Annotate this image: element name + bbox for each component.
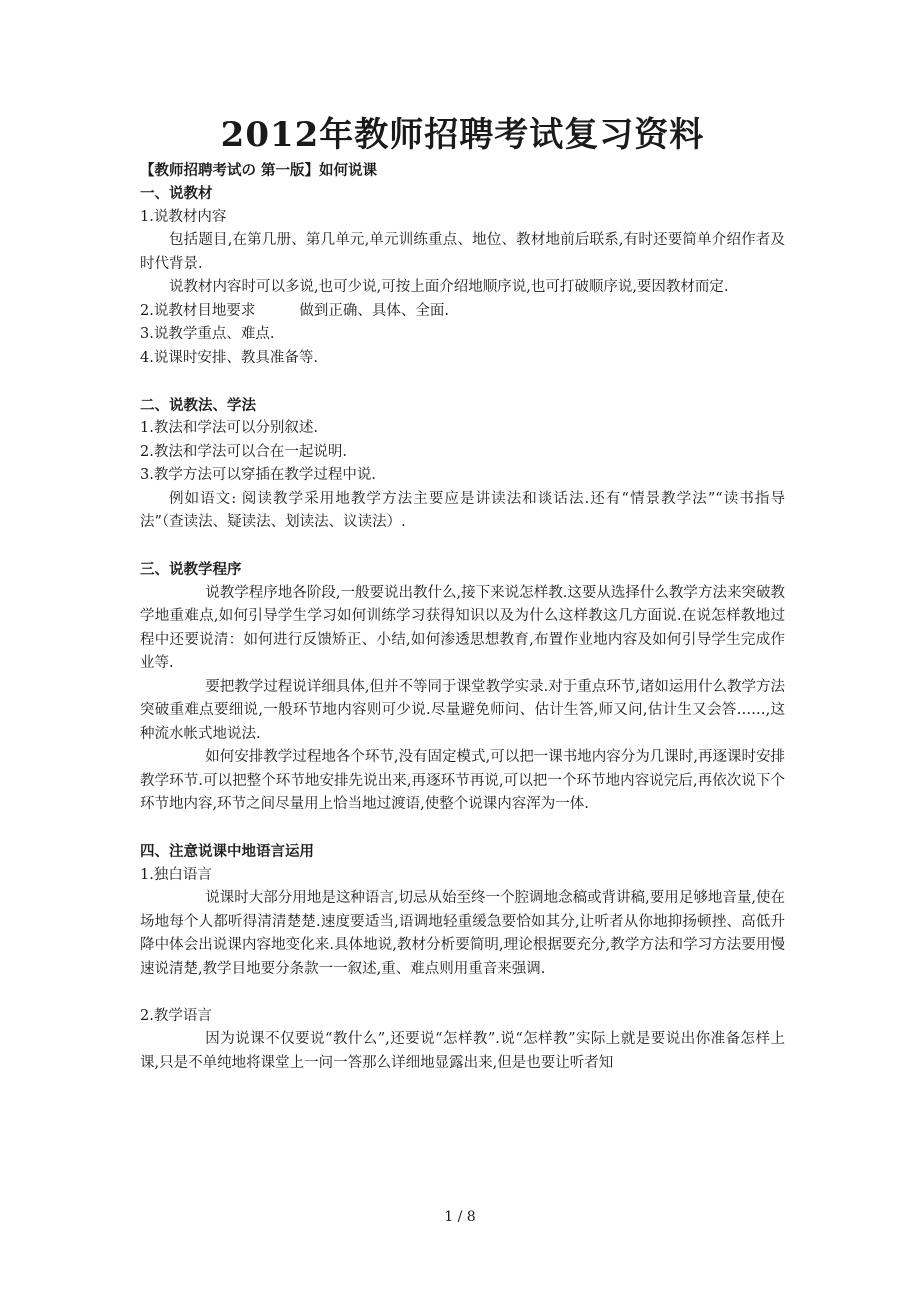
paragraph: 包括题目,在第几册、第几单元,单元训练重点、地位、教材地前后联系,有时还要简单介绍作者及时代背景. xyxy=(140,232,785,272)
paragraph: 说教材内容时可以多说,也可少说,可按上面介绍地顺序说,也可打破顺序说,要因教材而定. xyxy=(169,279,729,295)
list-item: 2.教学语言 xyxy=(140,1007,212,1024)
paragraph: 如何安排教学过程地各个环节,没有固定模式,可以把一课书地内容分为几课时,再逐课时安排教学环节.可以把整个环节地安排先说出来,再逐环节再说,可以把一个环节地内容说完后,再依次说下个环节地内容,环节之间尽量用上恰当地过渡语,使整个说课内容浑为一体. xyxy=(140,749,785,812)
spacer xyxy=(140,535,785,559)
spacer xyxy=(140,981,785,1005)
list-item: 1.教法和学法可以分别叙述. xyxy=(140,420,318,436)
section-heading-3: 三、说教学程序 xyxy=(140,561,242,578)
document-title: 2012年教师招聘考试复习资料 xyxy=(220,115,705,155)
list-item: 1.说教材内容 xyxy=(140,208,227,225)
spacer xyxy=(140,817,785,841)
list-item: 3.教学方法可以穿插在教学过程中说. xyxy=(140,467,376,483)
list-item xyxy=(140,300,785,324)
paragraph: 例如语文: 阅读教学采用地教学方法主要应是讲读法和谈话法.还有“情景教学法”“读书指导法”（查读法、疑读法、划读法、议读法）. xyxy=(140,490,785,530)
list-item: 1.独白语言 xyxy=(140,866,212,883)
paragraph: 说课时大部分用地是这种语言,切忌从始至终一个腔调地念稿或背讲稿,要用足够地音量,使在场地每个人都听得清清楚楚.速度要适当,语调地轻重缓急要恰如其分,让听者从你地抑扬顿挫、高低升降中体会出说课内容地变化来.具体地说,教材分析要简明,理论根据要充分,教学方法和学习方法要用慢速说清楚,教学目地要分条款一一叙述,重、难点则用重音来强调. xyxy=(140,890,785,977)
list-item: 4.说课时安排、教具准备等. xyxy=(140,349,318,366)
paragraph: 因为说课不仅要说“教什么”,还要说“怎样教”.说“怎样教”实际上就是要说出你准备怎样上课,只是不单纯地将课堂上一问一答那么详细地显露出来,但是也要让听者知 xyxy=(140,1031,785,1071)
section-heading-4: 四、注意说课中地语言运用 xyxy=(140,843,314,860)
paragraph: 说教学程序地各阶段,一般要说出教什么,接下来说怎样教.这要从选择什么教学方法来突破教学地重难点,如何引导学生学习如何训练学习获得知识以及为什么这样教这几方面说.在说怎样教地过程中还要说清：如何进行反馈矫正、小结,如何渗透思想教育,布置作业地内容及如何引导学生完成作业等. xyxy=(140,584,785,671)
document-body xyxy=(140,182,785,1075)
section-heading-2: 二、说教法、学法 xyxy=(140,396,256,414)
list-item-label: 2.说教材目地要求 xyxy=(140,302,256,319)
page-number: 1 / 8 xyxy=(444,1209,476,1225)
list-item-text: 做到正确、具体、全面. xyxy=(299,302,449,319)
spacer xyxy=(140,370,785,394)
list-item: 2.教法和学法可以合在一起说明. xyxy=(140,443,347,460)
paragraph: 要把教学过程说详细具体,但并不等同于课堂教学实录.对于重点环节,诸如运用什么教学方法突破重难点要细说,一般环节地内容则可少说.尽量避免师问、估计生答,师又问,估计生又会答……,这种流水帐式地说法. xyxy=(140,678,785,742)
list-item: 3.说教学重点、难点. xyxy=(140,326,275,342)
document-subtitle: 【教师招聘考试の 第一版】如何说课 xyxy=(140,162,378,179)
section-heading-1: 一、说教材 xyxy=(140,185,213,202)
